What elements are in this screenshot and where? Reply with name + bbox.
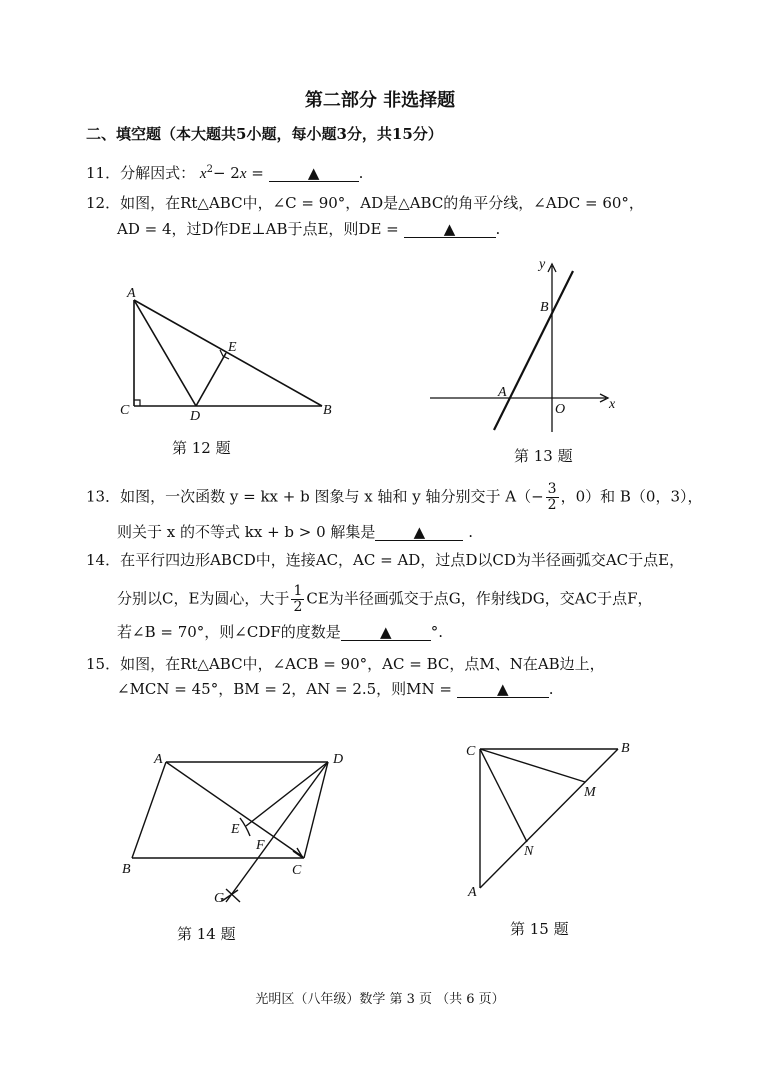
fig12-label-D: D	[190, 409, 201, 424]
q13-text-1a: 如图，一次函数 y = kx + b 图象与 x 轴和 y 轴分别交于 A（−	[120, 487, 544, 506]
fig13-label-B: B	[540, 300, 549, 315]
fig15-label-B: B	[621, 741, 630, 756]
q11-number: 11．	[86, 164, 121, 182]
q12-text-1: 如图，在Rt△ABC中，∠C = 90°，AD是△ABC的角平分线，∠ADC = 60°，	[120, 194, 644, 212]
q12-end: .	[495, 220, 501, 238]
q11-exponent: 2	[206, 164, 213, 175]
fig13-caption: 第 13 题	[514, 447, 573, 465]
fig14-label-G: G	[214, 891, 225, 906]
fig13-label-A: A	[498, 385, 507, 400]
fig13-label-x: x	[609, 397, 616, 412]
q14-number: 14．	[86, 551, 121, 569]
page-footer: 光明区（八年级）数学 第 3 页 （共 6 页）	[255, 992, 505, 1007]
fig14-label-F: F	[256, 838, 265, 853]
blank-marker-icon: ▲	[413, 523, 426, 541]
q12-text-2: AD = 4，过D作DE⊥AB于点E，则DE =	[117, 220, 404, 238]
q11-end: .	[358, 164, 364, 182]
fig15-side-AB	[480, 749, 618, 888]
q13-frac-den: 2	[547, 497, 557, 513]
fig15-label-A: A	[468, 885, 477, 900]
fig12-label-A: A	[127, 286, 136, 301]
q14-text-1: 在平行四边形ABCD中，连接AC，AC = AD，过点D以CD为半径画弧交AC于点E，	[120, 551, 685, 569]
blank-marker-icon: ▲	[379, 623, 392, 641]
q11-var-x: x	[199, 166, 207, 182]
q11-minus: − 2	[212, 164, 240, 182]
fig12-label-E: E	[228, 340, 237, 355]
section-heading: 二、填空题（本大题共5小题，每小题3分，共15分）	[86, 125, 443, 143]
q15-number: 15．	[86, 655, 121, 673]
fig12-label-B: B	[323, 403, 332, 418]
blank-marker-icon: ▲	[496, 680, 509, 698]
fig14-label-E: E	[231, 822, 240, 837]
q13-frac-num: 3	[547, 481, 557, 497]
q11-var-x2: x	[239, 166, 247, 182]
fig14-label-D: D	[333, 752, 344, 767]
q12-number: 12．	[86, 194, 121, 212]
q14-text-2a: 分别以C，E为圆心，大于	[117, 589, 290, 608]
q11-equals: =	[246, 164, 269, 182]
blank-marker-icon: ▲	[307, 164, 320, 182]
q14-text-3: 若∠B = 70°，则∠CDF的度数是	[117, 623, 341, 641]
fig12-caption: 第 12 题	[172, 439, 231, 457]
q14-frac-num: 1	[293, 583, 303, 599]
fig12-label-C: C	[120, 403, 130, 418]
q13-text-1b: ，0）和 B（0，3），	[560, 487, 703, 506]
q13-end: .	[463, 523, 473, 541]
fig14-caption: 第 14 题	[177, 925, 236, 943]
page-title: 第二部分 非选择题	[304, 90, 456, 111]
q15-text-2: ∠MCN = 45°，BM = 2，AN = 2.5，则MN =	[117, 680, 457, 698]
fig14-label-C: C	[292, 863, 302, 878]
blank-marker-icon: ▲	[443, 220, 456, 238]
q13-text-2: 则关于 x 的不等式 kx + b > 0 解集是	[117, 523, 376, 541]
fig13-label-O: O	[555, 402, 566, 417]
q15-text-1: 如图，在Rt△ABC中，∠ACB = 90°，AC = BC，点M、N在AB边上，	[120, 655, 605, 673]
fig15-label-M: M	[584, 785, 596, 800]
fig15-label-C: C	[466, 744, 476, 759]
fig15-segment-CM	[480, 749, 585, 782]
fig13-label-y: y	[539, 257, 546, 272]
fig14-label-B: B	[122, 862, 131, 877]
fig14-label-A: A	[154, 752, 163, 767]
q14-frac-den: 2	[293, 599, 303, 615]
q11-lead: 分解因式：	[120, 164, 196, 182]
fig15-segment-CN	[480, 749, 527, 842]
q13-number: 13．	[86, 487, 121, 506]
fig15-label-N: N	[524, 844, 534, 859]
fig15-caption: 第 15 题	[510, 920, 569, 938]
q15-end: .	[548, 680, 554, 698]
q14-end: °.	[430, 623, 444, 641]
q14-text-2b: CE为半径画弧交于点G，作射线DG，交AC于点F，	[306, 589, 653, 608]
